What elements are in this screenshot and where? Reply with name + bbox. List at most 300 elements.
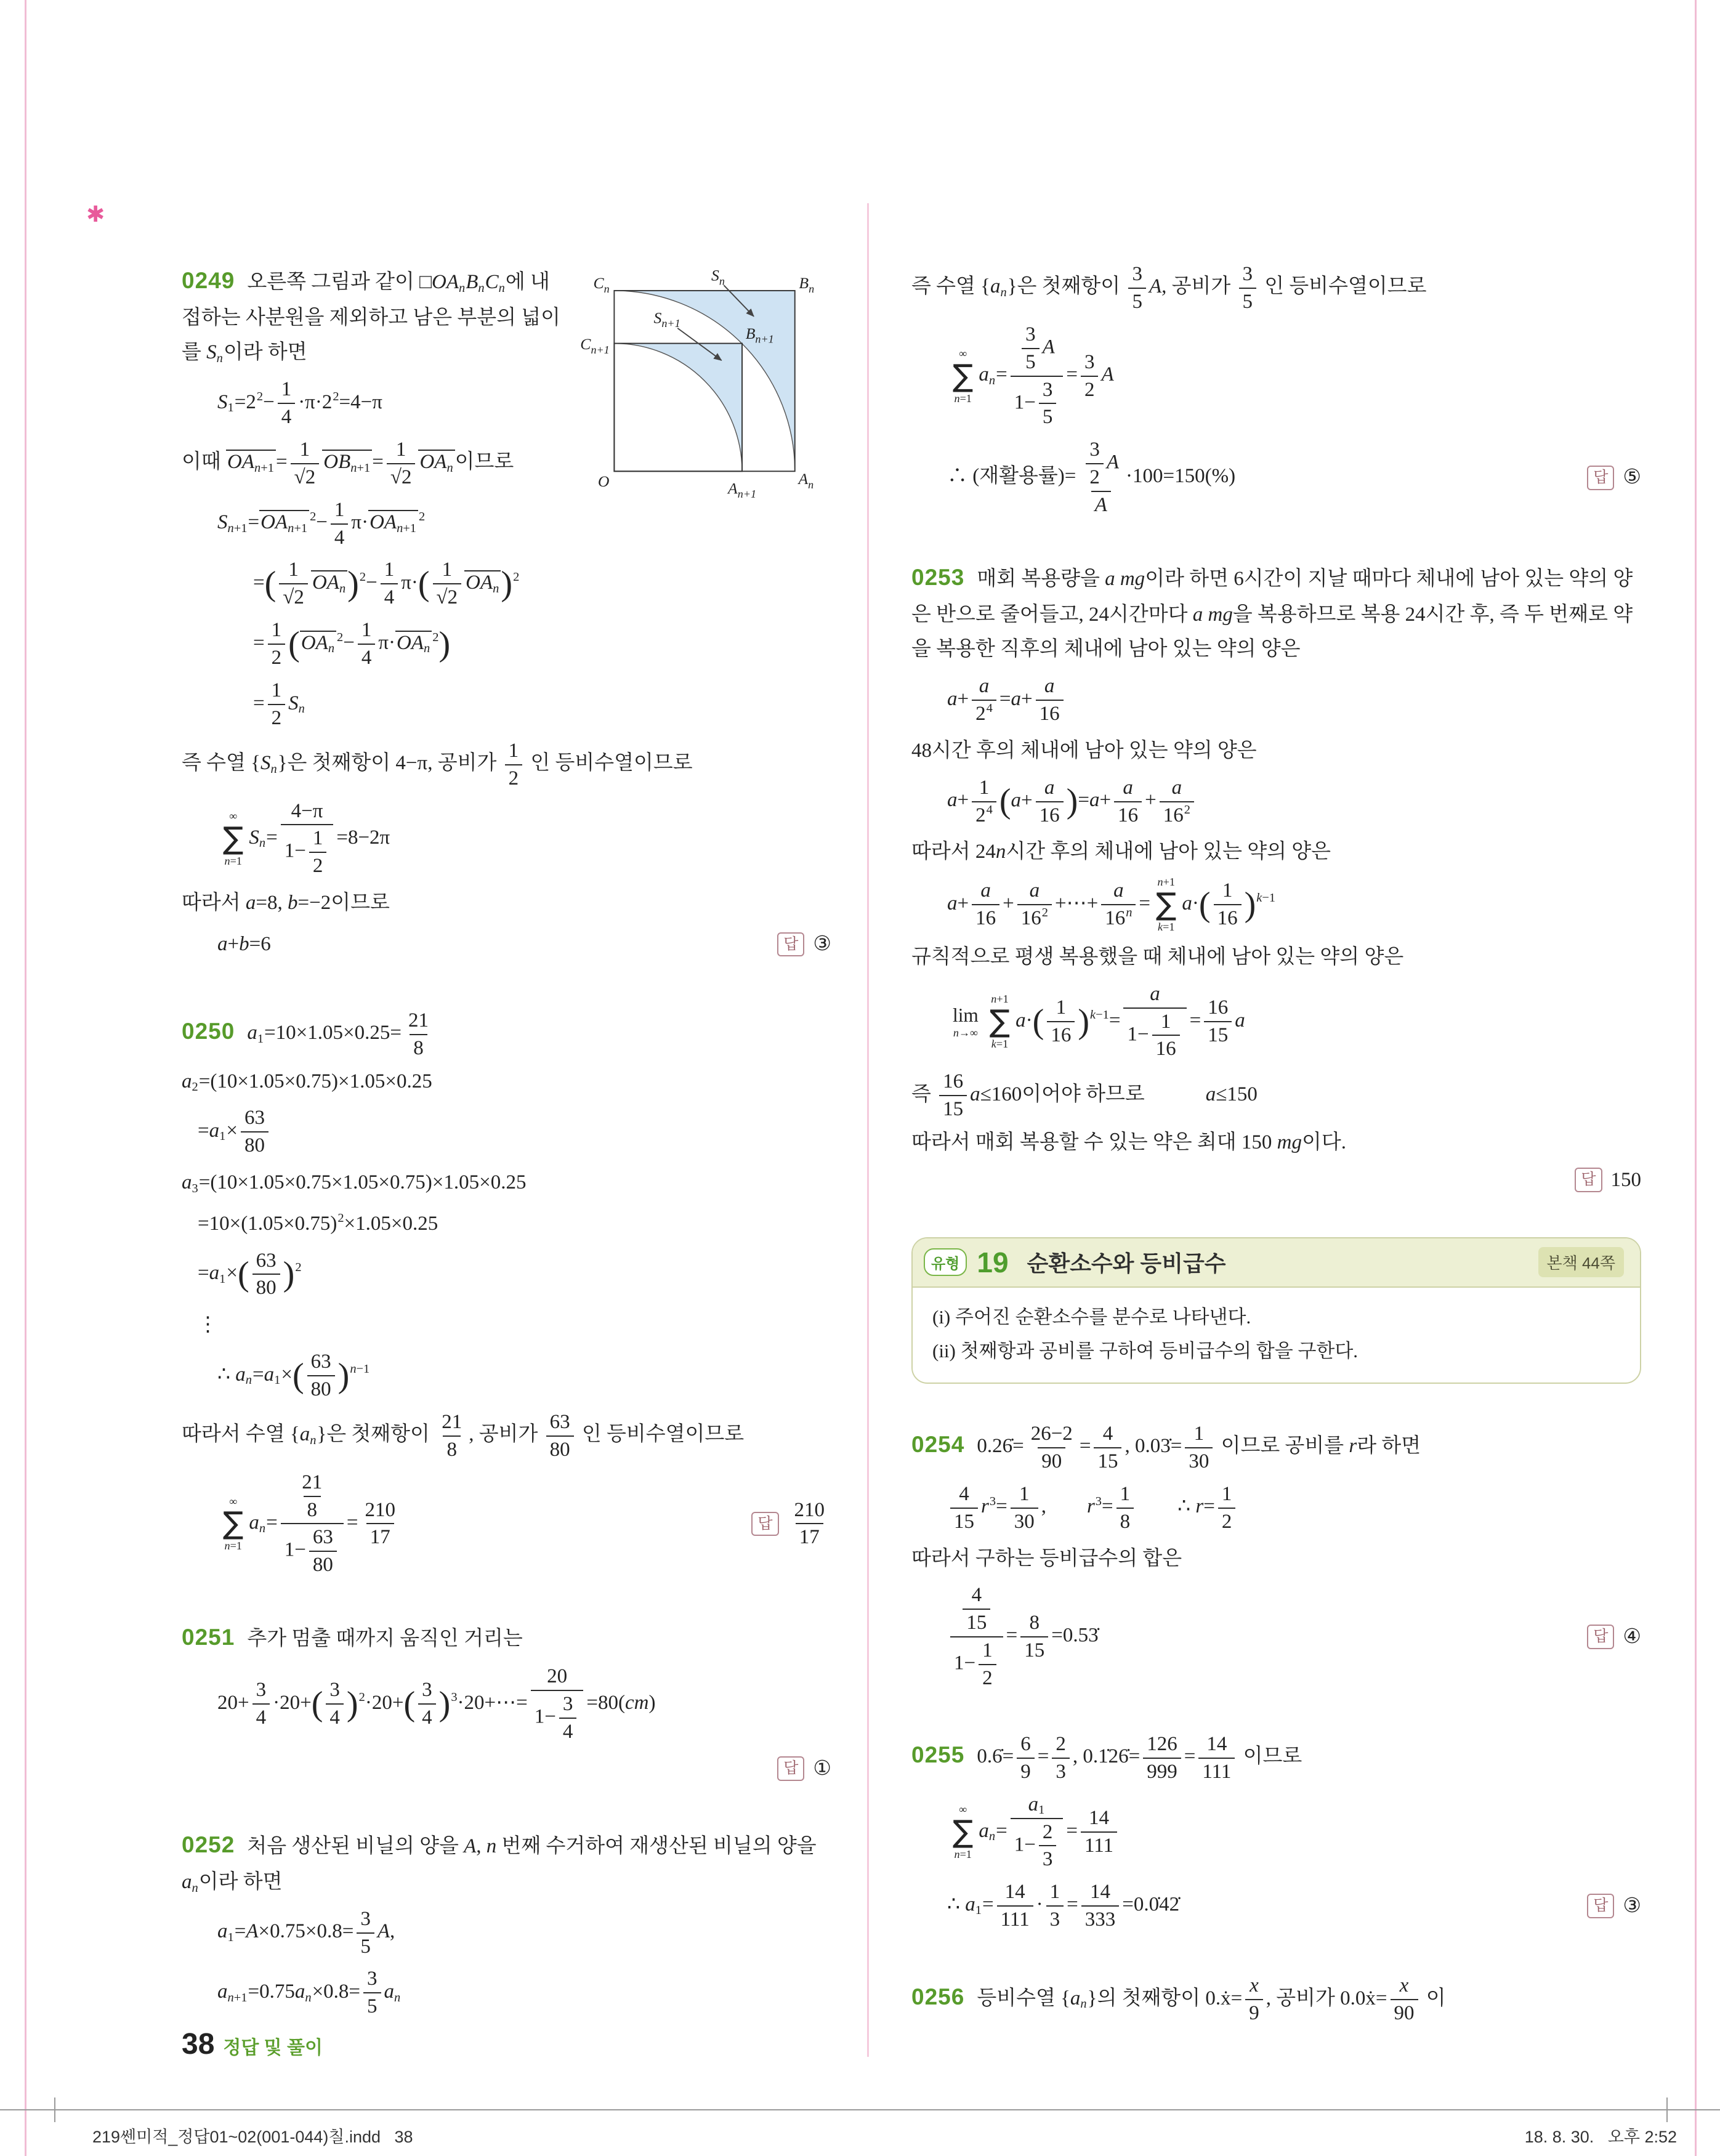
math-line — [911, 1481, 1641, 1535]
quarter-circle-figure-svg — [579, 265, 831, 499]
math-var: n — [298, 702, 305, 716]
line-content — [217, 927, 271, 962]
text-run: 1 — [257, 1032, 264, 1046]
text-line — [911, 834, 1641, 870]
text-run — [1095, 494, 1107, 516]
fraction — [268, 677, 286, 732]
math-var: a — [965, 1893, 975, 1916]
math-group — [531, 1690, 584, 1745]
text-run: 이므로 — [454, 451, 514, 474]
math-var: S — [260, 752, 271, 775]
math-group — [309, 1524, 337, 1551]
text-run: 1 — [395, 438, 406, 461]
line-content — [911, 568, 1633, 660]
text-run: a+ — [947, 789, 969, 812]
text-line — [911, 1731, 1641, 1785]
left-paren: ( — [1032, 1002, 1044, 1041]
problem-number: 0252 — [182, 1832, 235, 1858]
math-group — [1039, 1845, 1057, 1873]
text-run: 의 첫째항이 0.ẋ= — [1097, 1987, 1243, 2009]
answer-value — [1611, 1163, 1642, 1198]
math-var: a — [182, 1171, 192, 1194]
math-line — [182, 798, 831, 880]
math-group — [1110, 878, 1128, 904]
text-run: 2 — [337, 631, 344, 645]
text-run — [246, 1373, 252, 1387]
text-run: 2 — [310, 510, 317, 524]
text-run: 21 — [302, 1471, 323, 1493]
fraction — [972, 673, 996, 727]
fraction — [972, 775, 996, 829]
line-content — [947, 776, 1197, 826]
math-var: A — [1101, 363, 1114, 386]
paren-group — [238, 1248, 294, 1302]
text-run — [979, 363, 989, 386]
text-run: 1 — [384, 559, 395, 581]
text-run: ∞ — [229, 810, 238, 823]
text-run — [1044, 777, 1055, 799]
text-run: =10×1.05×0.25= — [264, 1022, 402, 1044]
superscript — [1090, 1008, 1109, 1022]
text-run: = — [1108, 1009, 1121, 1032]
line-content — [947, 982, 1245, 1060]
superscript — [419, 510, 425, 523]
math-group — [1041, 673, 1059, 700]
text-run — [182, 1070, 192, 1092]
text-run: 16 — [1163, 804, 1184, 826]
math-group — [1039, 1819, 1057, 1846]
text-run: 4 — [334, 526, 345, 549]
math-var: n — [424, 642, 430, 656]
math-var: b — [239, 933, 249, 956]
superscript — [359, 1690, 365, 1704]
text-run: 매회 복용량을 a mg이라 하면 6시간이 지날 때마다 체내에 남아 있는 약의 양은 반으로 줄어들고, 24시간마다 a mg을 복용하므로 복용 24시간 후, 즉 두 번째로 약을 복용한 직후의 체내에 남아 있는 약의 양은 — [911, 568, 1633, 661]
text-run: 80 — [312, 1554, 333, 1577]
fraction — [791, 1497, 829, 1551]
text-line — [911, 1541, 1641, 1577]
line-content — [182, 271, 561, 366]
text-run: 은 첫째항이 — [1017, 275, 1126, 298]
text-run: = — [253, 631, 265, 654]
left-paren: ( — [292, 1356, 304, 1395]
text-run — [981, 1495, 989, 1517]
answer-value — [813, 927, 831, 962]
math-var: a — [294, 1980, 305, 2003]
math-group — [1146, 981, 1164, 1007]
math-var: S — [217, 390, 228, 413]
text-run: 즉 수열 — [182, 752, 251, 775]
superscript — [350, 1362, 369, 1376]
text-run: 90 — [1041, 1450, 1062, 1472]
text-run: =A×0.75×0.8= — [234, 1920, 354, 1943]
text-run: 16 — [1039, 703, 1060, 725]
fraction — [307, 1349, 335, 1403]
text-run: 인 등비수열이므로 — [525, 752, 693, 775]
text-run: 4 — [971, 1584, 982, 1607]
text-run — [217, 1920, 228, 1942]
text-run — [339, 582, 345, 596]
line-content — [217, 1968, 401, 2018]
math-var: b — [288, 892, 298, 914]
line-content — [198, 1249, 302, 1299]
answer-value — [813, 1751, 831, 1787]
superscript — [432, 631, 438, 644]
math-group — [1198, 1758, 1235, 1785]
math-var: a — [209, 1262, 220, 1285]
math-var: a — [217, 1980, 228, 2003]
math-group — [278, 376, 296, 403]
math-group — [357, 1906, 374, 1932]
math-group — [1039, 377, 1057, 403]
text-run: , 공비가 0.0ẋ= — [1266, 1987, 1387, 2009]
text-run: 5 — [1025, 350, 1036, 373]
subscript — [274, 1373, 280, 1387]
math-group — [543, 1663, 571, 1690]
fraction — [559, 1691, 577, 1745]
math-group — [1081, 349, 1099, 376]
line-content — [911, 740, 1257, 762]
line-content — [247, 1009, 435, 1059]
text-run — [323, 451, 350, 473]
text-run: = — [996, 1819, 1007, 1842]
fraction — [418, 1677, 436, 1731]
math-var: n — [954, 1847, 960, 1860]
text-run: n+1 — [288, 521, 308, 535]
subscript — [350, 461, 370, 475]
text-run — [979, 1820, 989, 1842]
line-content — [911, 946, 1403, 968]
line-content — [911, 1131, 1346, 1153]
overline-segment — [226, 450, 276, 474]
text-run: = — [1139, 892, 1151, 914]
text-run: = — [996, 1495, 1007, 1518]
fraction — [1039, 1819, 1057, 1873]
line-content — [182, 1070, 432, 1092]
text-run: 에 내접하는 사분원을 제외하고 남은 부분의 넓이를 S — [182, 271, 561, 364]
text-run: n+1 — [227, 521, 248, 535]
math-group — [546, 1435, 574, 1463]
text-run: 2 — [271, 706, 282, 729]
text-run: 16 — [1118, 804, 1139, 826]
math-var: S — [288, 692, 299, 714]
math-var: n — [328, 642, 335, 656]
text-run — [182, 1171, 192, 1193]
math-var: S — [217, 511, 228, 534]
text-run: 1 — [1056, 996, 1067, 1019]
problem-block — [182, 261, 831, 968]
math-var: A — [464, 1835, 477, 1858]
text-run: 4 — [959, 1482, 969, 1505]
label-bn1: $B_{n+1}$ — [745, 325, 774, 345]
text-run: 15 — [966, 1612, 987, 1634]
text-line — [182, 1064, 831, 1099]
math-var: n — [446, 461, 453, 475]
text-run: + — [1145, 789, 1157, 812]
text-run: π· — [351, 511, 369, 534]
fraction — [433, 557, 462, 611]
text-run: 21 — [442, 1410, 462, 1433]
text-run: 333 — [1084, 1908, 1116, 1931]
text-run: 1− — [534, 1705, 556, 1728]
paren-group — [293, 1349, 349, 1403]
text-run: a+b=6 — [217, 933, 271, 956]
math-var: a — [970, 1083, 980, 1105]
subscript — [1080, 1997, 1086, 2011]
math-group — [1039, 403, 1057, 430]
subscript — [459, 281, 465, 295]
math-group — [1204, 1021, 1232, 1049]
text-run: 16 — [1155, 1038, 1176, 1060]
math-group — [252, 1248, 280, 1274]
fraction — [381, 557, 398, 611]
math-group — [1143, 1731, 1181, 1758]
math-var: n — [350, 1362, 357, 1376]
math-group — [1001, 1879, 1029, 1905]
math-group — [1099, 1421, 1117, 1447]
text-run: 1− — [284, 839, 306, 862]
print-tick-right — [1666, 2097, 1668, 2122]
math-line — [182, 1105, 831, 1159]
text-run: 1− — [954, 1652, 976, 1674]
line-content — [947, 1879, 1179, 1933]
text-run: 30 — [1014, 1510, 1035, 1533]
math-var: a — [1044, 675, 1055, 698]
math-group — [252, 1677, 270, 1703]
math-group — [979, 1664, 996, 1692]
math-group — [252, 1703, 270, 1731]
text-run: 8 — [1120, 1510, 1131, 1533]
math-group — [1128, 261, 1146, 288]
text-run: 이므로 공비를 r라 하면 — [1216, 1435, 1421, 1458]
fraction — [1020, 1610, 1048, 1664]
fraction — [531, 1663, 584, 1745]
fraction — [1143, 1731, 1181, 1785]
subscript — [254, 461, 274, 475]
text-run: 8 — [307, 1498, 318, 1521]
text-run — [299, 702, 305, 716]
text-run: ③ — [1623, 1894, 1641, 1917]
text-run: 처음 생산된 비닐의 양을 A, n 번째 수거하여 재생산된 비닐의 양을 a — [182, 1835, 817, 1893]
text-run: , r — [1041, 1495, 1095, 1518]
page-number: 38 — [182, 2028, 215, 2061]
math-var: n — [1080, 1997, 1087, 2011]
fraction — [1239, 261, 1257, 315]
text-run: 1 — [1120, 1482, 1131, 1505]
fraction — [1128, 261, 1146, 315]
content-area — [182, 259, 1641, 2066]
math-group — [954, 1848, 971, 1861]
math-line — [182, 927, 831, 962]
text-run: 63 — [244, 1107, 265, 1129]
text-run — [217, 1980, 228, 2003]
text-run: 1 — [299, 438, 310, 461]
text-line — [182, 1007, 831, 1062]
text-run: 14 — [1206, 1732, 1227, 1755]
fraction — [252, 1248, 280, 1302]
text-run: 1 — [1221, 1482, 1232, 1505]
fraction — [1017, 1731, 1035, 1785]
fraction — [438, 1409, 466, 1463]
math-var: a — [1123, 776, 1133, 799]
text-run: = — [996, 363, 1007, 386]
text-run: 30 — [1189, 1450, 1209, 1472]
text-run: ·20+⋯= — [457, 1691, 528, 1714]
text-run: − — [263, 390, 275, 413]
subscript — [478, 281, 484, 295]
line-content — [947, 876, 1276, 934]
math-group — [1391, 1999, 1418, 2027]
math-group — [1158, 921, 1174, 934]
text-run: 3 — [329, 1679, 340, 1702]
text-run: 3 — [367, 1968, 378, 1990]
line-content — [217, 1351, 370, 1400]
label-sn1: $S_{n+1}$ — [653, 309, 680, 329]
math-line — [182, 1349, 831, 1403]
fraction — [963, 1582, 990, 1636]
math-line — [911, 1791, 1641, 1873]
fraction — [363, 1966, 381, 2020]
math-group — [1185, 1447, 1213, 1475]
fraction — [505, 738, 523, 792]
text-run: 20 — [547, 1665, 568, 1687]
text-run: 1 — [1038, 1803, 1045, 1817]
summation — [953, 347, 973, 405]
paren-group — [403, 1677, 450, 1731]
math-var: n — [1157, 876, 1163, 889]
text-run: 0.6̇= — [977, 1745, 1014, 1768]
subscript — [328, 642, 334, 655]
text-run: π· — [378, 631, 396, 654]
text-run — [459, 281, 465, 295]
text-run: 2 — [271, 647, 282, 669]
text-run: 2 — [1056, 1732, 1066, 1755]
left-column — [182, 259, 831, 2066]
text-run: 210 — [365, 1498, 395, 1521]
text-run: , 0.1̇26̇= — [1072, 1745, 1141, 1768]
math-group — [1239, 261, 1257, 288]
text-run: = — [266, 826, 278, 849]
subscript — [310, 1434, 316, 1447]
overline-segment — [322, 450, 372, 474]
math-group — [288, 798, 327, 825]
text-run: 4 — [256, 1706, 267, 1729]
math-group — [559, 1718, 577, 1745]
math-var: cm — [624, 1691, 649, 1714]
text-run: =a+ — [1078, 789, 1112, 812]
math-var: a — [1089, 789, 1100, 812]
math-group — [1081, 1905, 1120, 1933]
text-run — [1400, 1974, 1409, 1997]
math-var: a — [979, 1819, 989, 1842]
text-run: 8 — [1029, 1612, 1040, 1634]
text-run: ④ — [1623, 1625, 1641, 1648]
math-var: a — [235, 1363, 246, 1386]
text-run: A, 공비가 — [1149, 275, 1236, 298]
text-line — [911, 558, 1641, 667]
math-group — [505, 738, 523, 764]
text-run: , 0.03̇= — [1124, 1435, 1182, 1458]
fraction — [361, 1497, 399, 1551]
text-run: 1 — [334, 498, 345, 521]
math-group — [296, 437, 314, 463]
text-run — [259, 836, 265, 850]
overline-segment — [368, 510, 418, 535]
subscript — [217, 352, 223, 365]
subscript — [228, 1991, 248, 2005]
right-paren: ) — [1244, 885, 1256, 924]
math-var: A — [246, 1920, 259, 1943]
right-paren: ) — [1078, 1002, 1090, 1041]
superscript — [1096, 1495, 1102, 1508]
fraction — [252, 1677, 270, 1731]
text-run: = — [372, 451, 384, 474]
math-var: n — [493, 581, 499, 596]
left-paren: ( — [418, 565, 430, 604]
text-run — [1030, 879, 1040, 902]
text-run — [1101, 363, 1113, 386]
text-run: 3 — [256, 1679, 267, 1702]
text-run: 2 — [982, 1666, 993, 1689]
math-group — [363, 1992, 381, 2020]
overline-segment — [300, 631, 336, 655]
math-group — [1036, 700, 1064, 727]
math-group — [975, 775, 993, 801]
math-group — [955, 1481, 973, 1508]
line-content — [947, 437, 1235, 519]
text-run — [384, 1980, 395, 2003]
math-group — [433, 583, 462, 611]
math-group — [1027, 1421, 1076, 1447]
math-group — [392, 437, 410, 463]
math-var: a — [1235, 1009, 1245, 1032]
right-paren: ) — [438, 1684, 451, 1723]
text-run: 16 — [975, 907, 996, 930]
fraction — [1081, 1879, 1120, 1933]
math-var: A — [1149, 275, 1162, 298]
math-group — [387, 463, 416, 491]
text-run: ·20+ — [273, 1691, 312, 1714]
math-var: OB — [323, 451, 351, 474]
text-run — [192, 1881, 198, 1895]
math-line — [911, 437, 1641, 519]
text-run: ×0.8= — [312, 1980, 361, 2003]
math-var: a — [1011, 687, 1021, 710]
math-var: C — [485, 271, 499, 293]
text-line — [911, 1068, 1641, 1123]
text-run: = — [266, 1511, 278, 1534]
subscript — [446, 461, 453, 475]
math-var: A — [1094, 494, 1107, 517]
math-group — [505, 764, 523, 792]
text-run: A, — [377, 1920, 395, 1943]
text-run — [1044, 675, 1055, 697]
overline-segment — [259, 510, 309, 535]
superscript — [337, 1211, 344, 1225]
text-run: π· — [401, 571, 418, 594]
quarter-circle-figure — [579, 265, 831, 505]
text-run: 3 — [422, 1679, 432, 1702]
text-run — [1028, 1793, 1039, 1815]
overline-segment — [418, 450, 454, 474]
math-group — [939, 1068, 967, 1095]
math-group — [1022, 321, 1040, 348]
paren-group — [1033, 995, 1089, 1049]
text-run: 150 — [1610, 1168, 1641, 1191]
text-run: a+ — [947, 892, 969, 914]
math-group — [1036, 801, 1064, 829]
math-var: a — [182, 1870, 192, 1893]
math-var: a — [990, 275, 1001, 298]
